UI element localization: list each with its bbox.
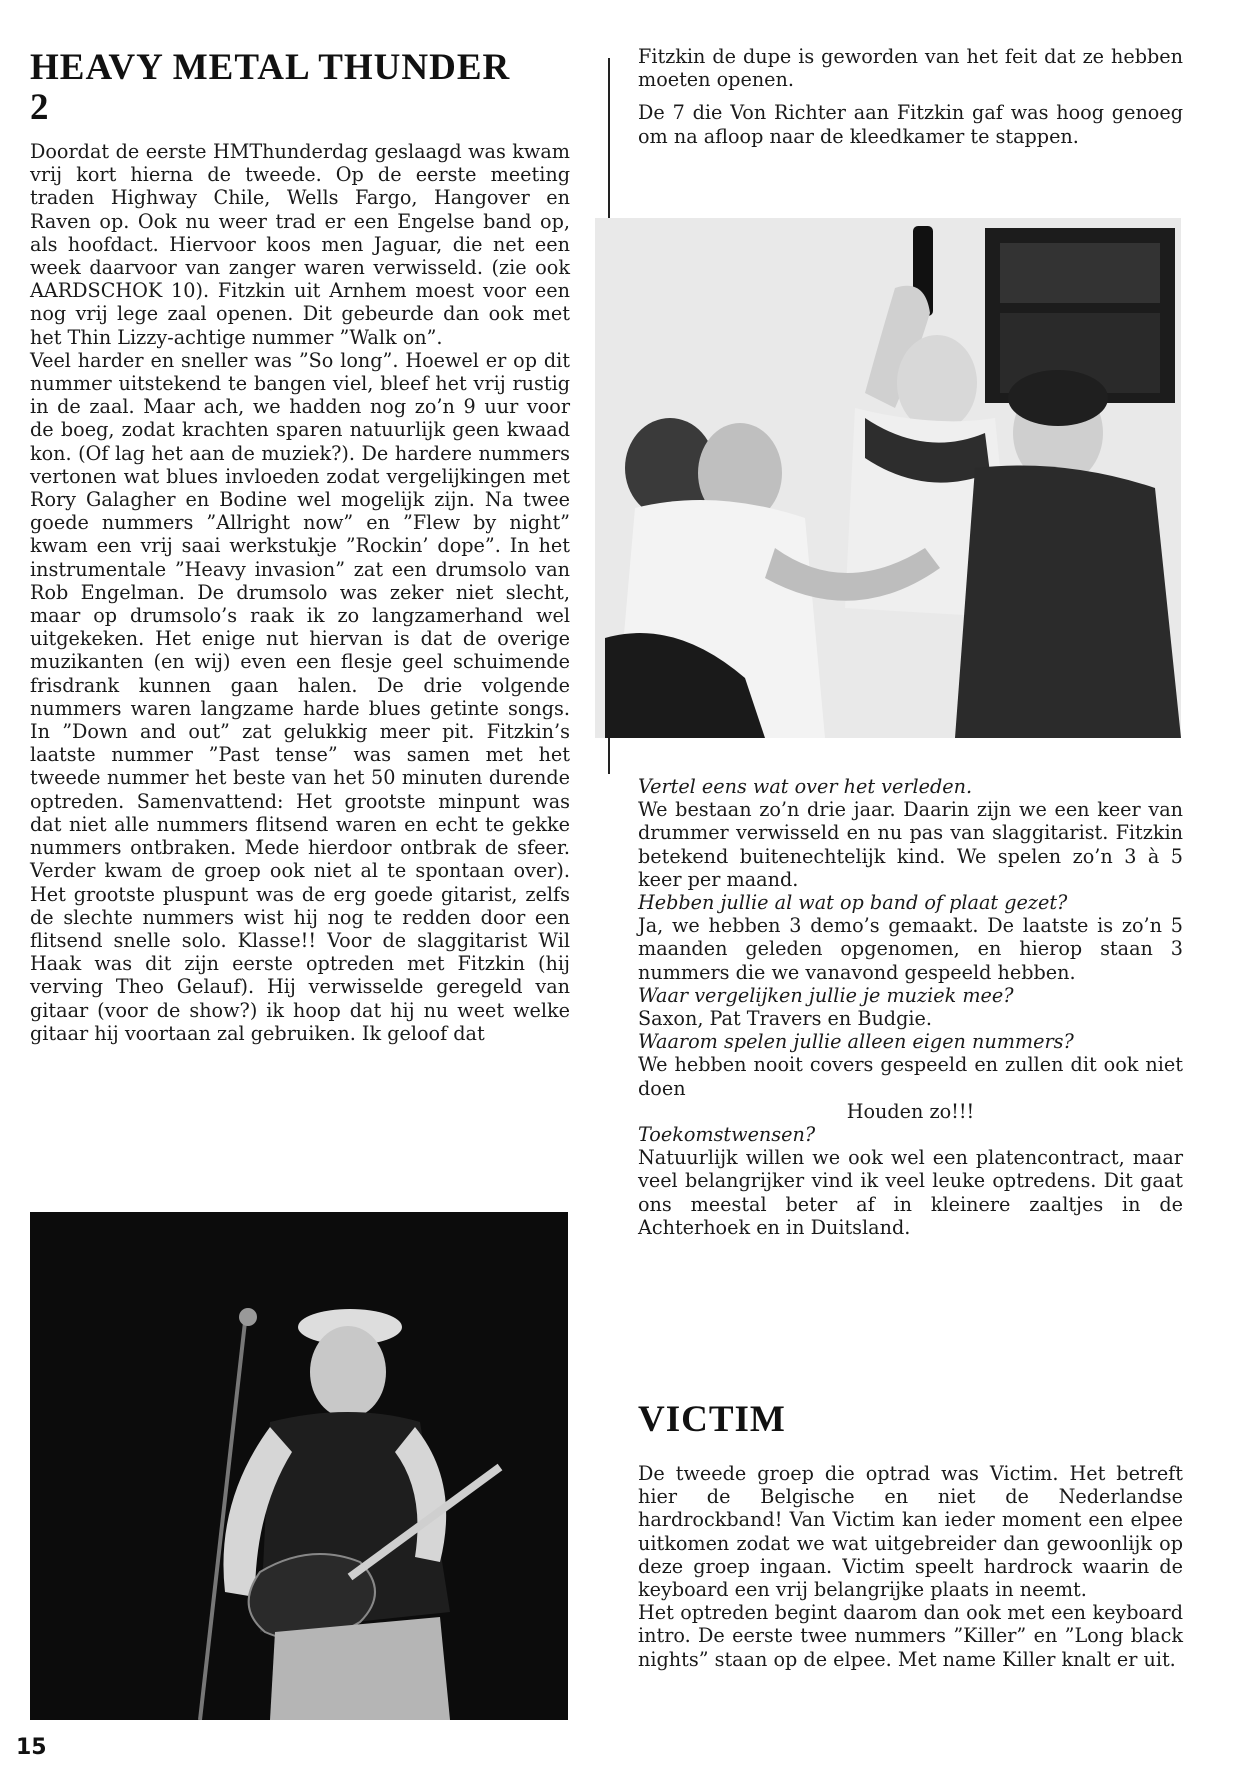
paragraph: Fitzkin de dupe is geworden van het feit dat ze hebben moeten openen. [638,45,1183,92]
paragraph: De 7 die Von Richter aan Fitzkin gaf was hoog genoeg om na afloop naar de kleedkamer te stappen. [638,101,1183,148]
column-rule-mid [608,738,610,774]
interview-question: Toekomstwensen? [638,1123,816,1147]
paragraph: De tweede groep die optrad was Victim. Het betreft hier de Belgische en niet de Nederlandse hardrockband! Van Victim kan ieder moment een elpee uitkomen zodat we wat uitgebreider dan gewoonlijk op deze groep ingaan. Victim speelt hardrock waarin de keyboard een vrij belangrijke plaats in neemt. [638,1462,1183,1602]
interview-section [638,775,1183,1239]
band-photo [595,218,1181,738]
right-column-top-text [638,45,1183,148]
interview-question: Waar vergelijken jullie je muziek mee? [638,983,1014,1007]
interview-question: Hebben jullie al wat op band of plaat gezet? [638,891,1068,915]
interview-question: Waarom spelen jullie alleen eigen nummers? [638,1030,1074,1054]
paragraph: Het optreden begint daarom dan ook met een keyboard intro. De eerste twee nummers ”Killer” en ”Long black nights” staan op de elpee. Met name Killer knalt er uit. [638,1601,1183,1671]
article-title-line1: HEAVY METAL THUNDER [30,47,511,88]
interview-answer: We hebben nooit covers gespeeld en zullen dit ook niet doen [638,1053,1183,1100]
article-title [30,48,570,128]
article-title-line2: 2 [30,87,50,128]
victim-text [638,1462,1183,1671]
paragraph: Doordat de eerste HMThunderdag geslaagd was kwam vrij kort hierna de tweede. Op de eerste meeting traden Highway Chile, Wells Fargo, Hangover en Raven op. Ook nu weer trad er een Engelse band op, als hoofdact. Hiervoor koos men Jaguar, die net een week daarvoor van zanger waren verwisseld. (zie ook AARDSCHOK 10). Fitzkin uit Arnhem moest voor een nog vrij lege zaal openen. Dit gebeurde dan ook met het Thin Lizzy-achtige nummer ”Walk on”. [30,140,570,349]
interview-answer: Natuurlijk willen we ook wel een platencontract, maar veel belangrijker vind ik veel leuke optredens. Dit gaat ons meestal beter af in kleinere zaaltjes in de Achterhoek en in Duitsland. [638,1146,1183,1239]
page-number: 15 [16,1735,47,1760]
interview-comment: Houden zo!!! [846,1099,975,1123]
left-column-text [30,140,570,1045]
interview-answer: Ja, we hebben 3 demo’s gemaakt. De laatste is zo’n 5 maanden geleden opgenomen, en hierop staan 3 nummers die we vanavond gespeeld hebben. [638,914,1183,984]
victim-title: VICTIM [638,1399,786,1440]
column-rule-top [608,58,610,218]
paragraph: Veel harder en sneller was ”So long”. Hoewel er op dit nummer uitstekend te bangen viel, bleef het vrij rustig in de zaal. Maar ach, we hadden nog zo’n 9 uur voor de boeg, zodat krachten sparen natuurlijk geen kwaad kon. (Of lag het aan de muziek?). De hardere nummers vertonen wat blues invloeden zodat vergelijkingen met Rory Galagher en Bodine wel mogelijk zijn. Na twee goede nummers ”Allright now” en ”Flew by night” kwam een vrij saai werkstukje ”Rockin’ dope”. In het instrumentale ”Heavy invasion” zat een drumsolo van Rob Engelman. De drumsolo was zeker niet slecht, maar op drumsolo’s raak ik zo langzamerhand wel uitgekeken. Het enige nut hiervan is dat de overige muzikanten (en wij) even een flesje geel schuimende frisdrank kunnen gaan halen. De drie volgende nummers waren langzame harde blues getinte songs. In ”Down and out” zat gelukkig meer pit. Fitzkin’s laatste nummer ”Past tense” was samen met het tweede nummer het beste van het 50 minuten durende optreden. Samenvattend: Het grootste minpunt was dat niet alle nummers flitsend waren en echt te gekke nummers ontbraken. Mede hierdoor ontbrak de sfeer. Verder kwam de groep ook niet al te spontaan over). Het grootste pluspunt was de erg goede gitarist, zelfs de slechte nummers wist hij nog te redden door een flitsend snelle solo. Klasse!! Voor de slaggitarist Wil Haak was dit zijn eerste optreden met Fitzkin (hij verving Theo Gelauf). Hij verwisselde geregeld van gitaar (voor de show?) ik hoop dat hij nu weet welke gitaar hij voortaan zal gebruiken. Ik geloof dat [30,348,570,1045]
interview-answer: We bestaan zo’n drie jaar. Daarin zijn we een keer van drummer verwisseld en nu pas van slaggitarist. Fitzkin betekend buitenechtelijk kind. We spelen zo’n 3 à 5 keer per maand. [638,798,1183,891]
interview-question: Vertel eens wat over het verleden. [638,775,973,798]
interview-answer: Saxon, Pat Travers en Budgie. [638,1007,932,1031]
guitarist-photo [30,1212,568,1720]
